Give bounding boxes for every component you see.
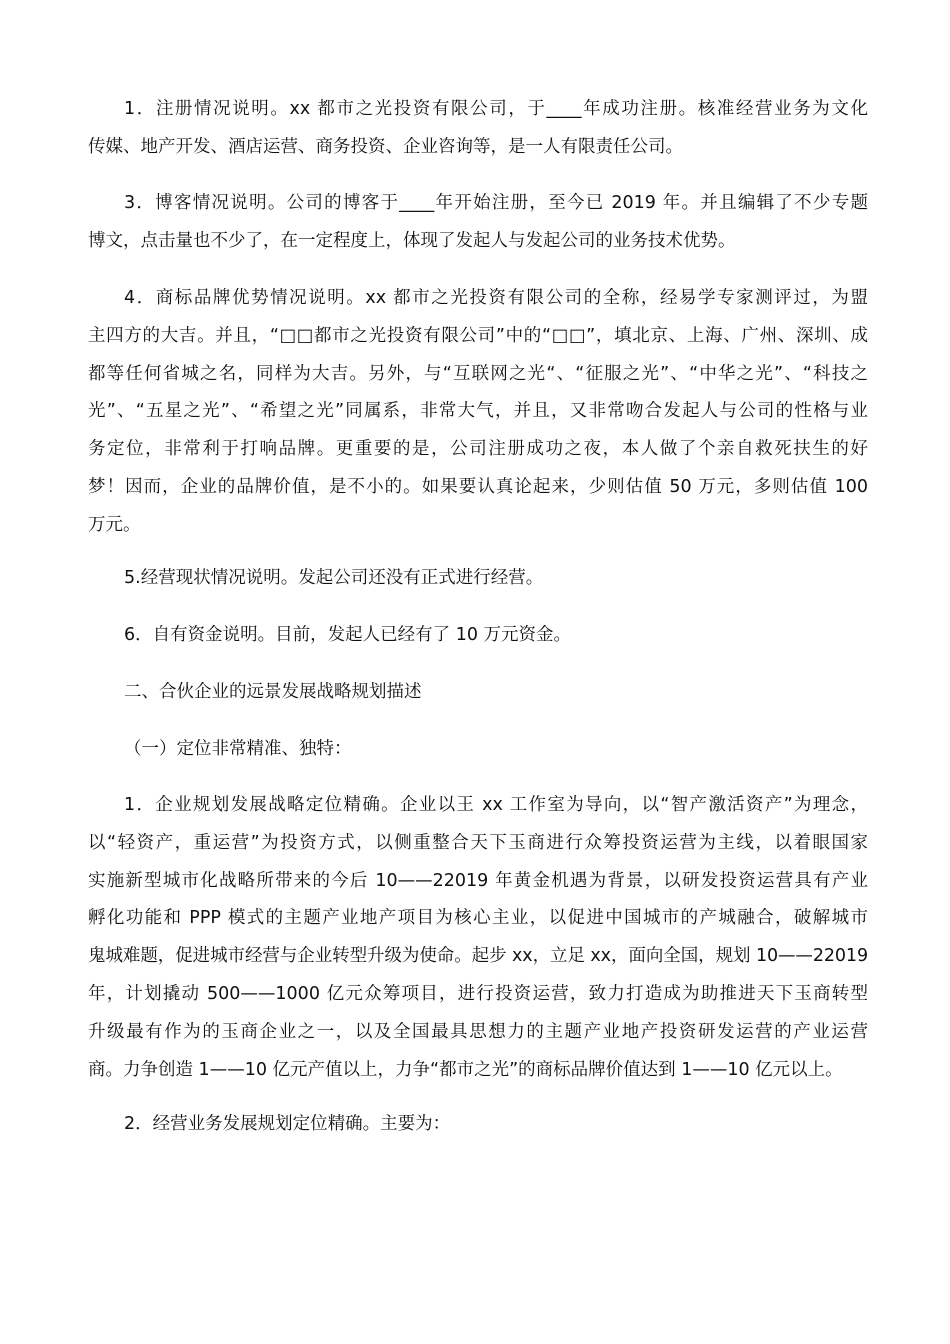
paragraph-funds — [88, 617, 868, 655]
section-heading — [88, 674, 868, 712]
text-line: 传媒、地产开发、酒店运营、商务投资、企业咨询等，是一人有限责任公司。 — [88, 136, 683, 157]
text-line: 孵化功能和 PPP 模式的主题产业地产项目为核心主业，以促进中国城市的产城融合，破解城市 — [88, 908, 868, 929]
text-line: 鬼城难题，促进城市经营与企业转型升级为使命。起步 xx，立足 xx，面向全国，规划 10——22019 — [88, 946, 868, 967]
text-line: 二、合伙企业的远景发展战略规划描述 — [124, 682, 422, 702]
text-line: 务定位，非常利于打响品牌。更重要的是，公司注册成功之夜，本人做了个亲自救死扶生的好 — [88, 439, 868, 460]
text-line: 1．企业规划发展战略定位精确。企业以王 xx 工作室为导向，以“智产激活资产”为理念， — [124, 795, 868, 815]
text-line: 都等任何省城之名，同样为大吉。另外，与“互联网之光“、“征服之光”、“中华之光”、“科技之 — [88, 363, 868, 384]
text-line: 3．博客情况说明。公司的博客于____年开始注册，至今已 2019 年。并且编辑了不少专题 — [124, 193, 868, 213]
text-line: 年，计划撬动 500——1000 亿元众筹项目，进行投资运营，致力打造成为助推进天下玉商转型 — [88, 983, 868, 1004]
paragraph-blog — [88, 185, 868, 261]
text-line: 1．注册情况说明。xx 都市之光投资有限公司，于____年成功注册。核准经营业务为文化 — [124, 99, 868, 119]
paragraph-business-plan — [88, 1106, 868, 1144]
text-line: 主四方的大吉。并且，“□□都市之光投资有限公司”中的“□□”，填北京、上海、广州、深圳、成 — [88, 325, 868, 346]
paragraph-registration — [88, 91, 868, 167]
subsection-heading — [88, 731, 868, 769]
text-line: 升级最有作为的玉商企业之一，以及全国最具思想力的主题产业地产投资研发运营的产业运营 — [88, 1021, 868, 1042]
text-line: 以“轻资产，重运营”为投资方式，以侧重整合天下玉商进行众筹投资运营为主线，以着眼国家 — [88, 832, 868, 853]
text-line: 商。力争创造 1——10 亿元产值以上，力争“都市之光”的商标品牌价值达到 1——10 亿元以上。 — [88, 1059, 843, 1080]
text-line: 博文，点击量也不少了，在一定程度上，体现了发起人与发起公司的业务技术优势。 — [88, 230, 736, 251]
text-line: 2．经营业务发展规划定位精确。主要为： — [124, 1114, 451, 1134]
text-line: 实施新型城市化战略所带来的今后 10——22019 年黄金机遇为背景，以研发投资运营具有产业 — [88, 870, 868, 891]
paragraph-strategy — [88, 787, 868, 1089]
text-line: 梦！因而，企业的品牌价值，是不小的。如果要认真论起来，少则估值 50 万元，多则估值 100 — [88, 476, 868, 497]
text-line: 5.经营现状情况说明。发起公司还没有正式进行经营。 — [124, 568, 544, 588]
paragraph-trademark — [88, 280, 868, 545]
text-line: 万元。 — [88, 514, 141, 535]
text-line: （一）定位非常精准、独特： — [124, 739, 352, 759]
text-line: 4．商标品牌优势情况说明。xx 都市之光投资有限公司的全称，经易学专家测评过，为盟 — [124, 288, 868, 308]
text-line: 光”、“五星之光”、“希望之光”同属系，非常大气，并且，又非常吻合发起人与公司的性格与业 — [88, 401, 868, 422]
text-line: 6．自有资金说明。目前，发起人已经有了 10 万元资金。 — [124, 625, 572, 645]
paragraph-operations — [88, 560, 868, 598]
